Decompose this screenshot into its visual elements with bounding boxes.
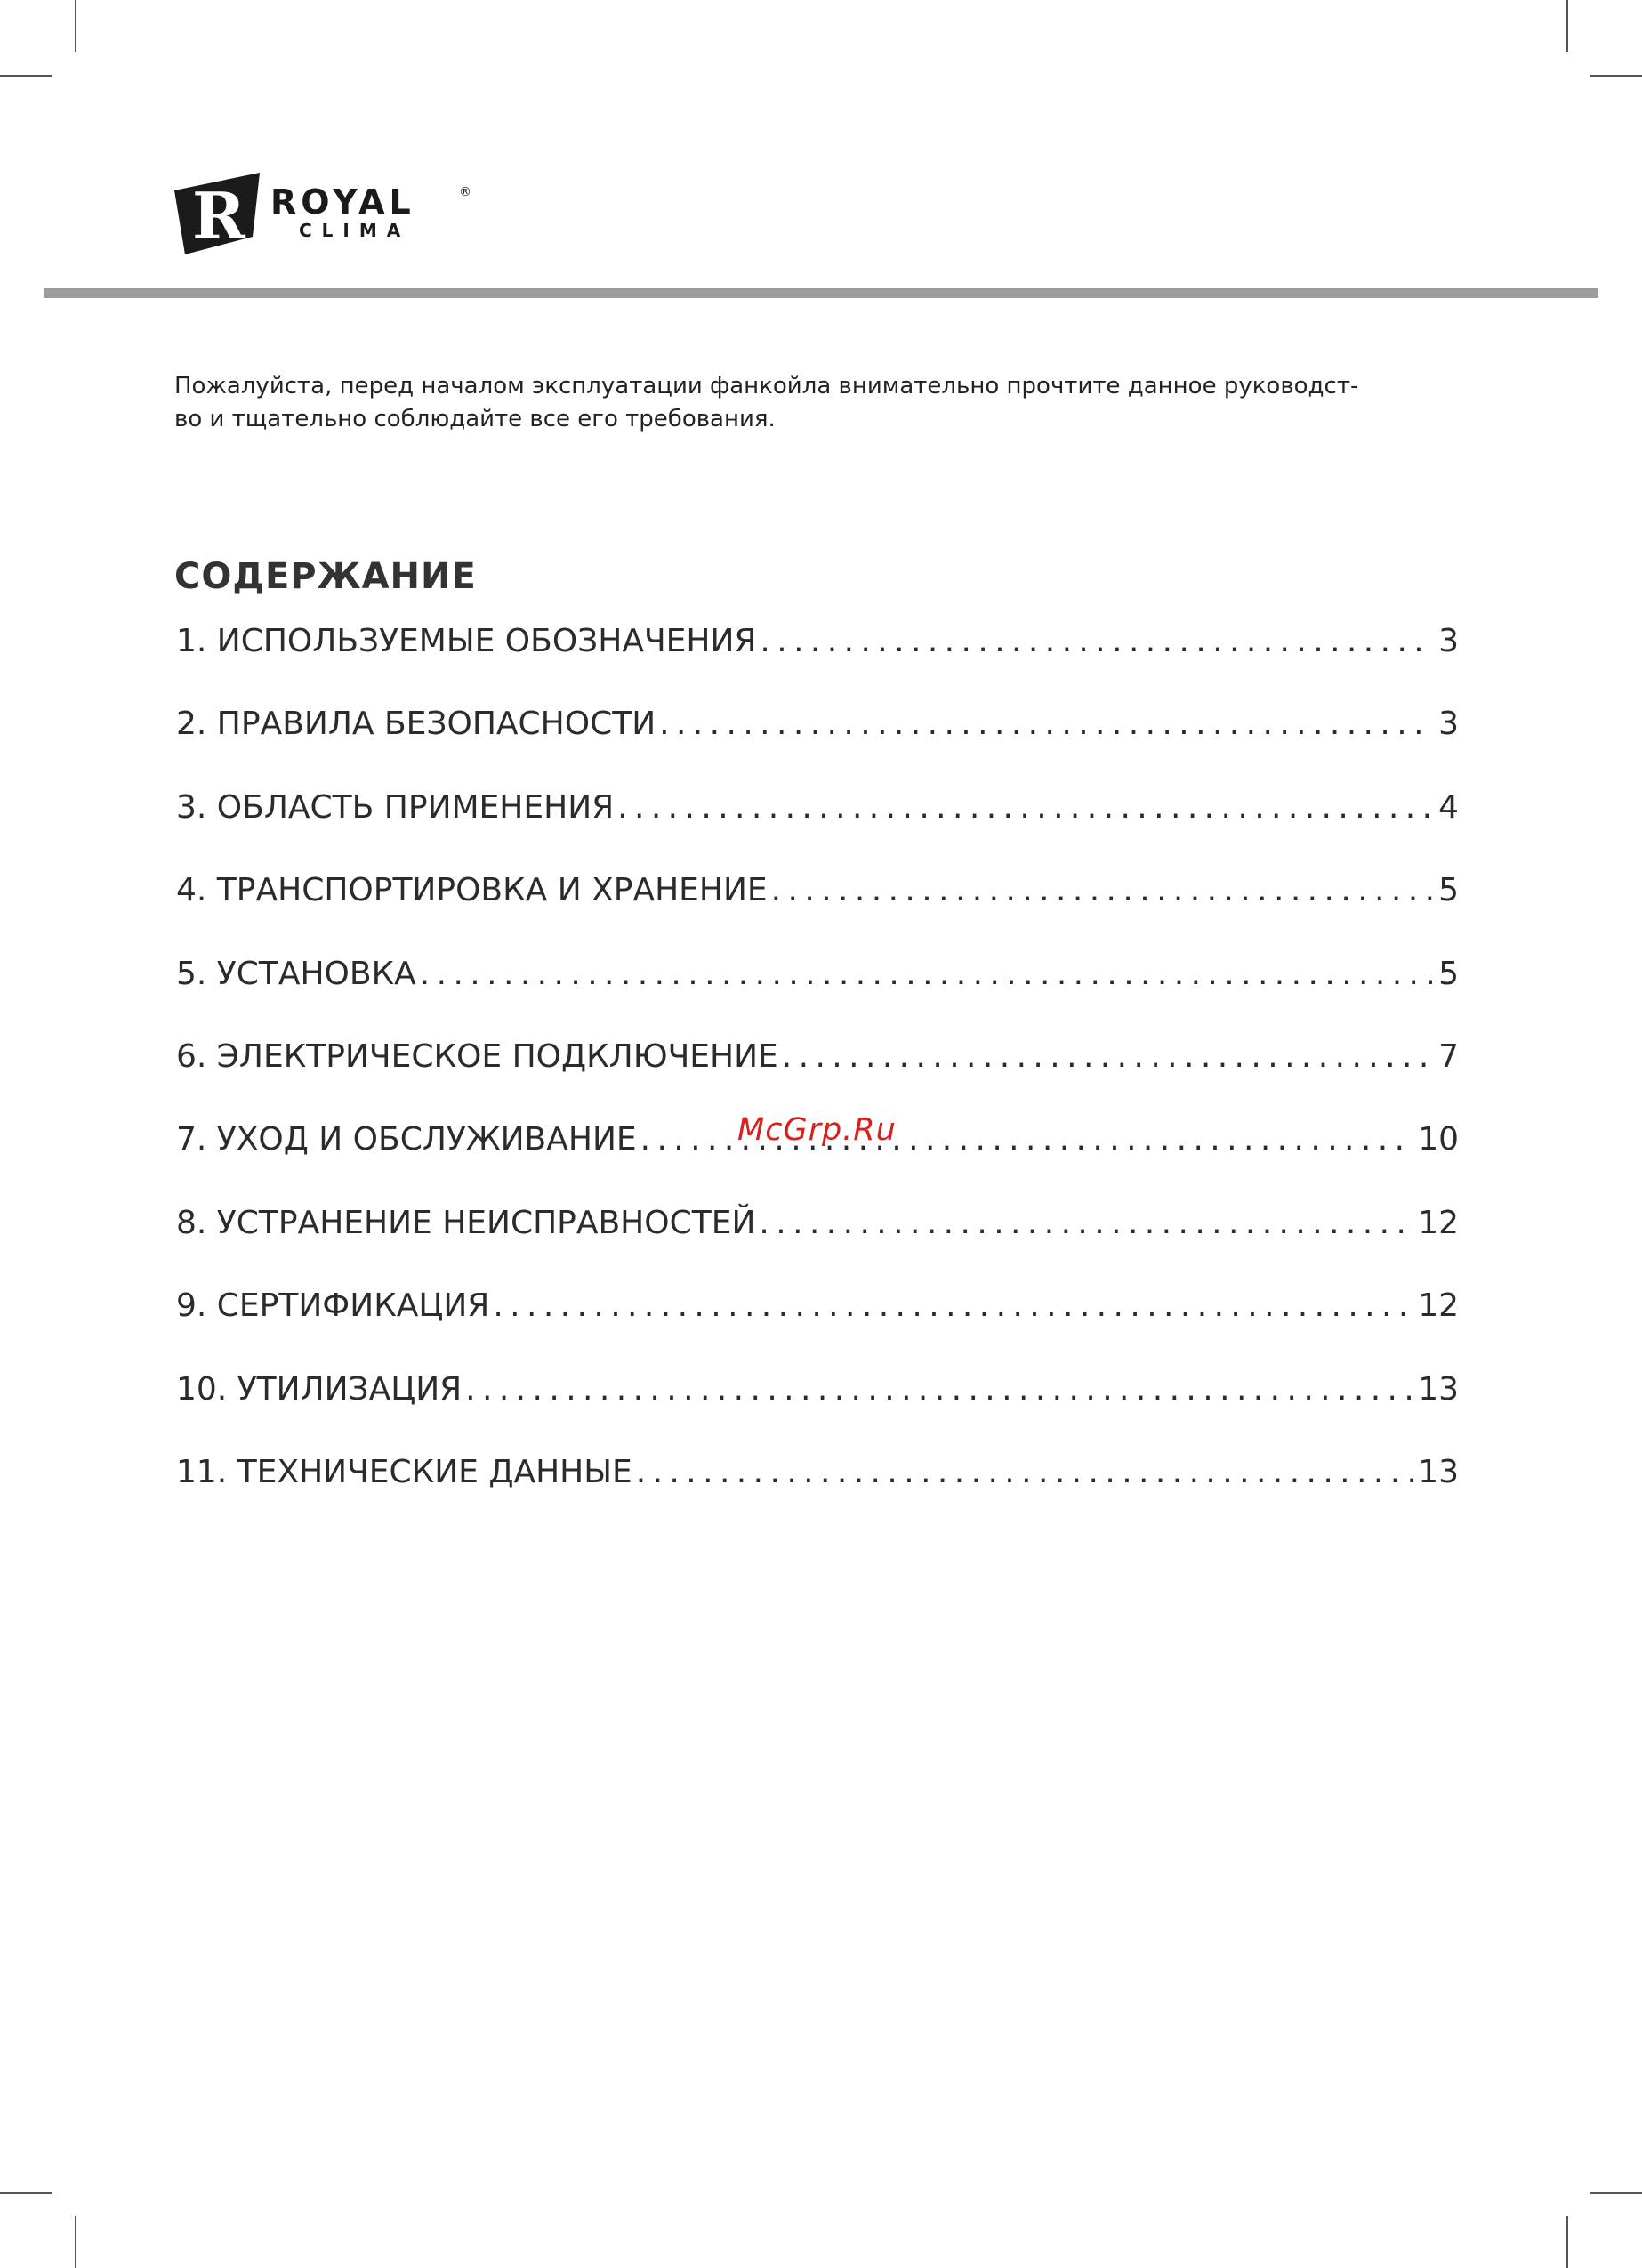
toc-item-page: 4 [1438,788,1459,826]
toc-item-title: 4. ТРАНСПОРТИРОВКА И ХРАНЕНИЕ [176,872,768,909]
crop-mark [75,2216,76,2268]
logo-letter: R [192,178,245,254]
royal-clima-logo [174,173,486,254]
toc-item-page: 3 [1438,623,1459,659]
toc-item-title: 9. СЕРТИФИКАЦИЯ [176,1287,490,1325]
logo-royal-text: ROYAL [270,182,415,222]
toc-item-title: 5. УСТАНОВКА [176,955,416,992]
toc-item-page: 7 [1438,1037,1459,1075]
toc-item-page: 13 [1418,1370,1459,1408]
toc-dot-leader [493,1287,1414,1324]
toc-item[interactable] [176,623,1459,706]
toc-dot-leader [760,623,1432,659]
toc-item[interactable] [176,1205,1459,1287]
toc-item-title: 6. ЭЛЕКТРИЧЕСКОЕ ПОДКЛЮЧЕНИЕ [176,1037,778,1075]
toc-item-title: 10. УТИЛИЗАЦИЯ [176,1370,463,1408]
toc-item-page: 12 [1418,1204,1459,1241]
crop-mark [75,0,76,52]
toc-item-title: 8. УСТРАНЕНИЕ НЕИСПРАВНОСТЕЙ [176,1204,756,1241]
toc-item-page: 10 [1418,1121,1459,1158]
toc-item[interactable] [176,1038,1459,1121]
crop-mark [1590,75,1642,77]
toc-item-title: 11. ТЕХНИЧЕСКИЕ ДАННЫЕ [176,1453,632,1490]
watermark: McGrp.Ru [737,1112,897,1148]
crop-mark [0,2192,52,2194]
toc-item-page: 5 [1438,872,1459,909]
toc-item-title: 1. ИСПОЛЬЗУЕМЫЕ ОБОЗНАЧЕНИЯ [176,623,757,659]
toc-item[interactable] [176,1287,1459,1370]
toc-item[interactable] [176,789,1459,872]
table-of-contents [176,623,1459,1537]
logo-clima-text: CLIMA [299,220,411,241]
toc-item[interactable] [176,706,1459,788]
intro-line: Пожалуйста, перед началом эксплуатации фанкойла внимательно прочтите данное руководст- [174,373,1359,400]
crop-mark [1566,0,1568,52]
intro-line: во и тщательно соблюдайте все его требования. [174,406,776,432]
toc-dot-leader [771,872,1432,908]
toc-dot-leader [420,956,1432,992]
toc-item[interactable] [176,872,1459,955]
crop-mark [1566,2216,1568,2268]
toc-item[interactable] [176,1371,1459,1454]
toc-item-page: 12 [1418,1287,1459,1325]
logo-registered-mark: ® [459,185,471,199]
toc-item-page: 13 [1418,1453,1459,1490]
header-divider [44,288,1598,298]
toc-item-title: 2. ПРАВИЛА БЕЗОПАСНОСТИ [176,706,656,743]
toc-item-title: 3. ОБЛАСТЬ ПРИМЕНЕНИЯ [176,788,615,826]
toc-dot-leader [659,706,1432,742]
crop-mark [1590,2192,1642,2194]
logo-emblem-icon [174,173,486,254]
toc-dot-leader [465,1371,1414,1408]
toc-dot-leader [617,789,1432,826]
toc-item[interactable] [176,956,1459,1038]
toc-dot-leader [759,1205,1414,1241]
crop-mark [0,75,52,77]
toc-item-title: 7. УХОД И ОБСЛУЖИВАНИЕ [176,1121,637,1158]
toc-item-page: 5 [1438,955,1459,992]
toc-dot-leader [782,1038,1432,1075]
toc-item-page: 3 [1438,706,1459,743]
toc-item[interactable] [176,1454,1459,1537]
toc-heading: СОДЕРЖАНИЕ [174,556,477,597]
toc-dot-leader [636,1454,1414,1490]
intro-paragraph [174,370,1491,436]
